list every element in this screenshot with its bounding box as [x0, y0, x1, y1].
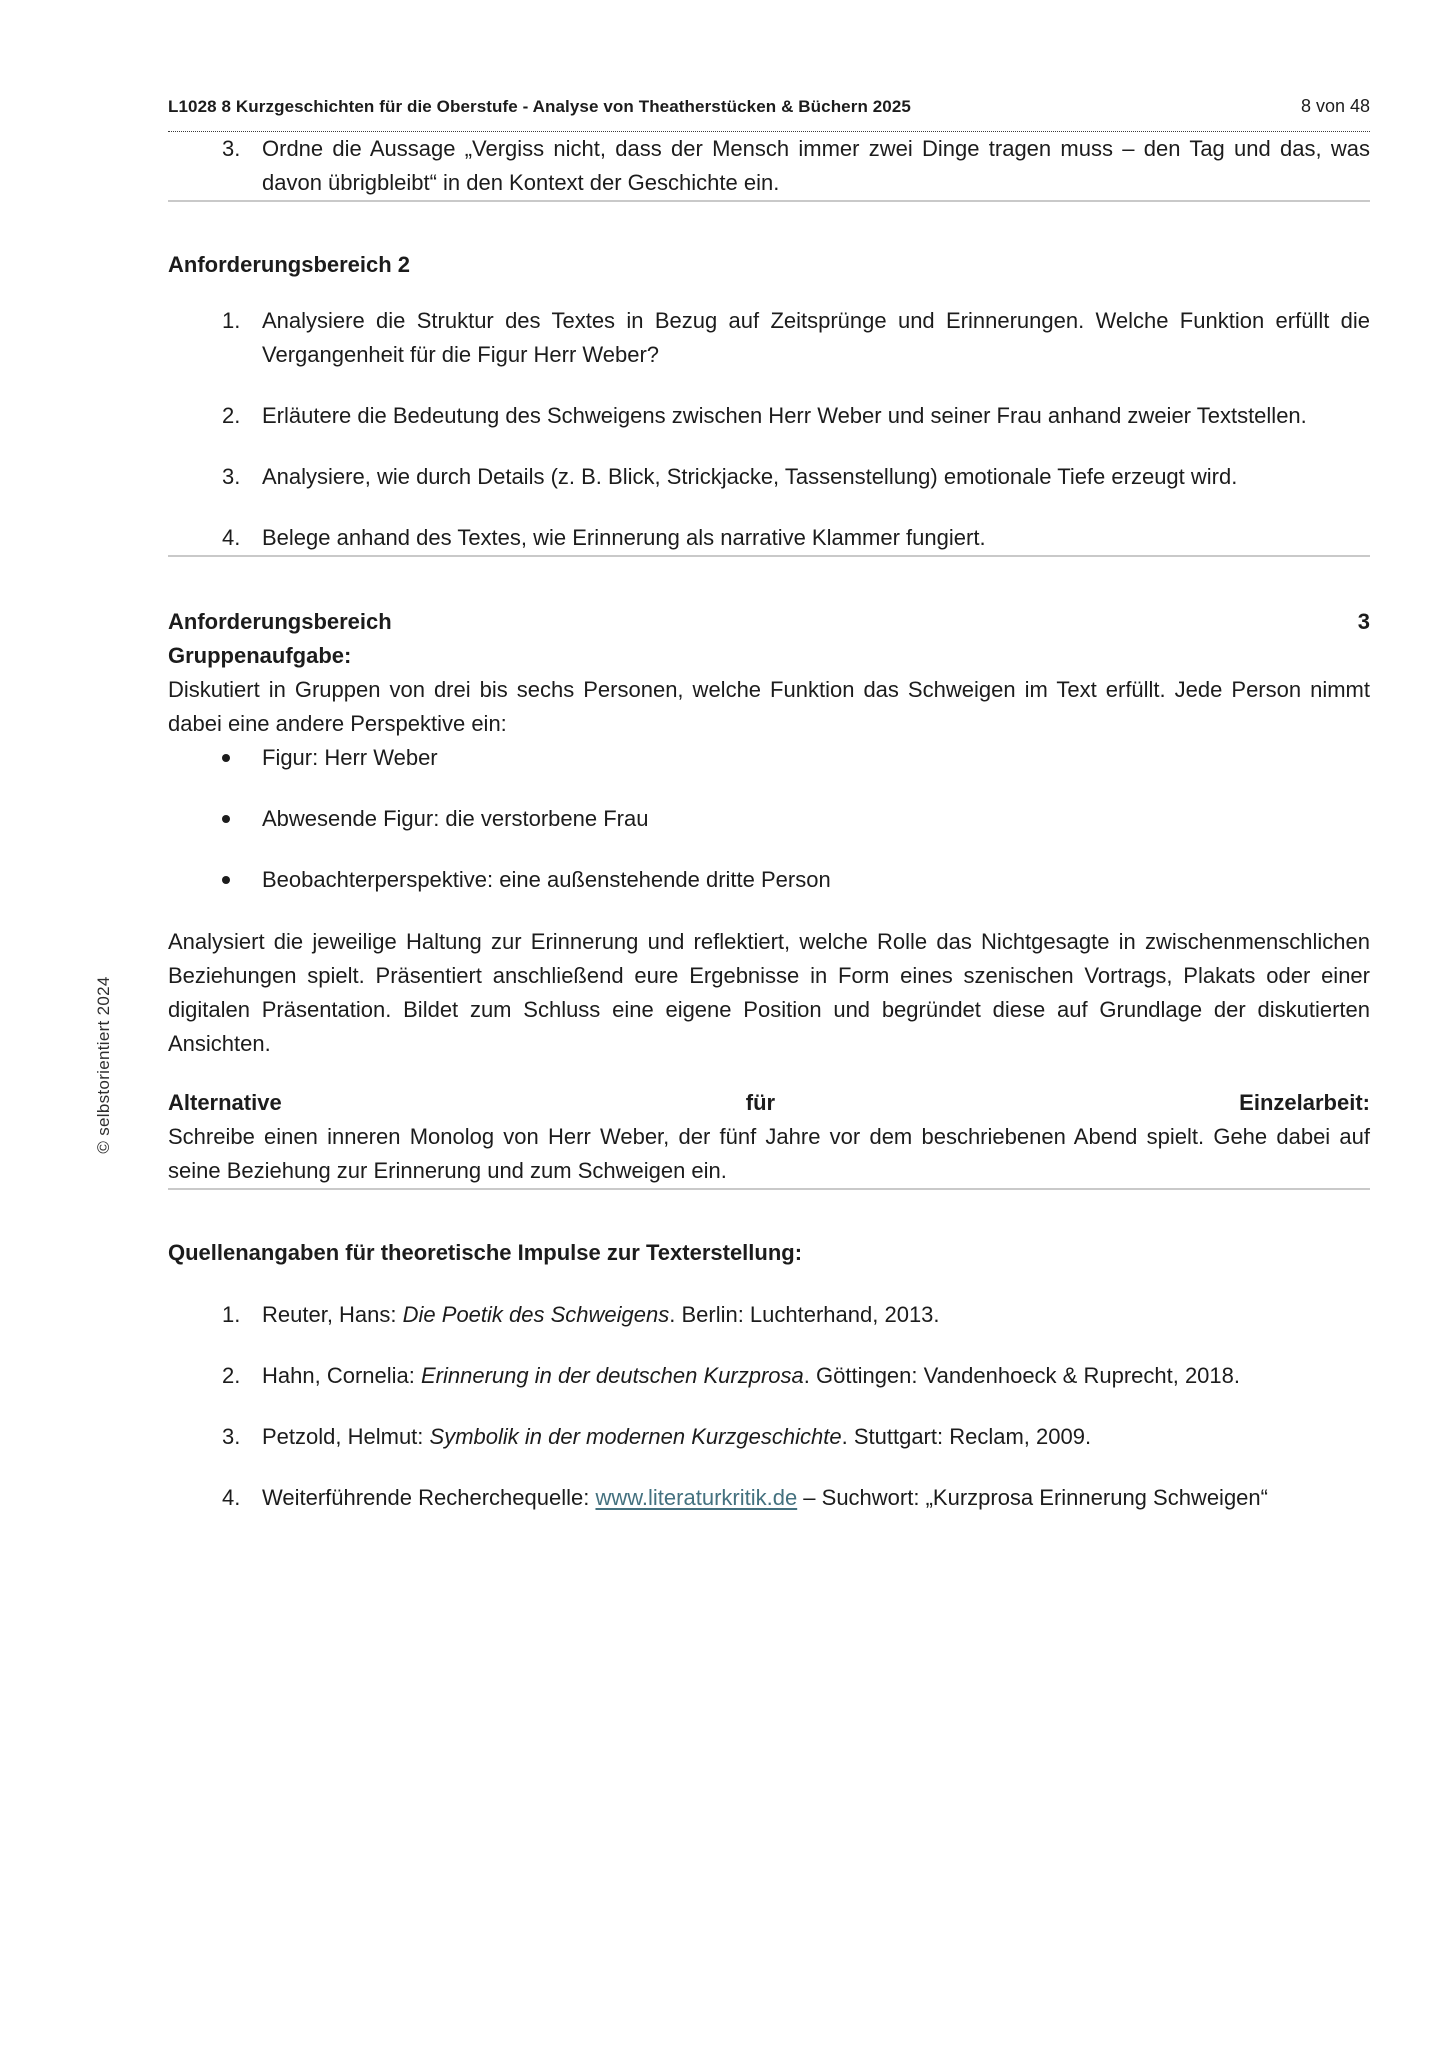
bullet-icon [222, 754, 230, 762]
alternative-word: für [745, 1090, 776, 1115]
section-divider [168, 200, 1370, 202]
alternative-word: Einzelarbeit: [1239, 1090, 1370, 1115]
bullet-item [222, 741, 1370, 775]
source-text-segment: . Stuttgart: Reclam, 2009. [841, 1424, 1092, 1449]
source-title: Erinnerung in der deutschen Kurzprosa [420, 1363, 804, 1388]
task-text: Analysiere die Struktur des Textes in Bezug auf Zeitsprünge und Erinnerungen. Welche Funktion erfüllt die Vergangenheit für die Figur Herr Weber? [262, 308, 1370, 367]
list-number: 1. [222, 1302, 241, 1327]
task-text: Erläutere die Bedeutung des Schweigens zwischen Herr Weber und seiner Frau anhand zweier Textstellen. [262, 403, 1307, 428]
list-number: 3. [222, 464, 241, 489]
list-number: 4. [222, 1485, 241, 1510]
literaturkritik-link[interactable]: www.literaturkritik.de [595, 1485, 798, 1510]
bullet-text: Figur: Herr Weber [262, 745, 438, 770]
bullet-text: Beobachterperspektive: eine außenstehende dritte Person [262, 867, 831, 892]
task-text: Belege anhand des Textes, wie Erinnerung als narrative Klammer fungiert. [262, 525, 986, 550]
copyright-watermark: © selbstorientiert 2024 [94, 976, 113, 1154]
bullet-item [222, 802, 1370, 836]
sources-heading: Quellenangaben für theoretische Impulse zur Texterstellung: [168, 1240, 803, 1265]
list-number: 3. [222, 1424, 241, 1449]
list-number: 2. [222, 1363, 241, 1388]
document-body [168, 132, 1370, 1515]
source-text [262, 1420, 1370, 1454]
alternative-text: Schreibe einen inneren Monolog von Herr Weber, der fünf Jahre vor dem beschriebenen Abend spielt. Gehe dabei auf seine Beziehung zur Erinnerung und zum Schweigen ein. [168, 1124, 1370, 1183]
task-item [222, 460, 1370, 494]
perspective-bullet-list [168, 741, 1370, 897]
list-number: 2. [222, 403, 241, 428]
source-item [222, 1481, 1370, 1515]
source-text-segment: Petzold, Helmut: [262, 1424, 430, 1449]
task-item [222, 521, 1370, 555]
source-text-segment: . Berlin: Luchterhand, 2013. [669, 1302, 940, 1327]
source-item [222, 1298, 1370, 1332]
list-number: 4. [222, 525, 241, 550]
task-item-3 [222, 132, 1370, 200]
source-text [262, 1481, 1370, 1515]
source-text-segment: Reuter, Hans: [262, 1302, 403, 1327]
source-text-segment: . Göttingen: Vandenhoeck & Ruprecht, 2018. [803, 1363, 1240, 1388]
header-title: L1028 8 Kurzgeschichten für die Oberstufe - Analyse von Theatherstücken & Büchern 2025 [168, 97, 911, 116]
source-text [262, 1298, 1370, 1332]
task-text: Ordne die Aussage „Vergiss nicht, dass der Mensch immer zwei Dinge tragen muss – den Tag und das, was davon übrigbleibt“ in den Kontext der Geschichte ein. [262, 136, 1370, 195]
section-divider [168, 555, 1370, 557]
section2-heading: Anforderungsbereich 2 [168, 252, 411, 277]
list-number: 1. [222, 308, 241, 333]
source-text-segment: Hahn, Cornelia: [262, 1363, 421, 1388]
source-text-segment: Weiterführende Recherchequelle: [262, 1485, 596, 1510]
intro-task-list [168, 132, 1370, 200]
source-title: Symbolik in der modernen Kurzgeschichte [429, 1424, 842, 1449]
section2-task-list [168, 304, 1370, 555]
section3-intro: Diskutiert in Gruppen von drei bis sechs Personen, welche Funktion das Schweigen im Text erfüllt. Jede Person nimmt dabei eine andere Perspektive ein: [168, 677, 1370, 736]
section3-block [168, 605, 1370, 741]
alternative-heading-row [168, 1086, 1370, 1120]
section3-heading-number: 3 [1357, 609, 1370, 634]
section3-heading-row [168, 605, 1370, 639]
bullet-icon [222, 876, 230, 884]
bullet-icon [222, 815, 230, 823]
section3-subheading: Gruppenaufgabe: [168, 643, 352, 668]
page-header [168, 0, 1370, 132]
page-number: 8 von 48 [1300, 96, 1370, 116]
sources-list [168, 1298, 1370, 1515]
section3-analysis: Analysiert die jeweilige Haltung zur Erinnerung und reflektiert, welche Rolle das Nichtgesagte in zwischenmenschlichen Beziehungen spielt. Präsentiert anschließend eure Ergebnisse in Form eines szenischen Vortrags, Plakats oder einer digitalen Präsentation. Bildet zum Schluss eine eigene Position und begründet diese auf Grundlage der diskutierten Ansichten. [168, 929, 1370, 1056]
bullet-text: Abwesende Figur: die verstorbene Frau [262, 806, 649, 831]
list-number: 3. [222, 136, 241, 161]
section3-heading: Anforderungsbereich [168, 609, 392, 634]
task-item [222, 304, 1370, 372]
source-title: Die Poetik des Schweigens [402, 1302, 670, 1327]
source-item [222, 1420, 1370, 1454]
source-item [222, 1359, 1370, 1393]
task-text: Analysiere, wie durch Details (z. B. Blick, Strickjacke, Tassenstellung) emotionale Tiefe erzeugt wird. [262, 464, 1238, 489]
task-item [222, 399, 1370, 433]
alternative-word: Alternative [168, 1090, 282, 1115]
source-text [262, 1359, 1370, 1393]
bullet-item [222, 863, 1370, 897]
section-divider [168, 1188, 1370, 1190]
source-text-segment: – Suchwort: „Kurzprosa Erinnerung Schweigen“ [797, 1485, 1268, 1510]
